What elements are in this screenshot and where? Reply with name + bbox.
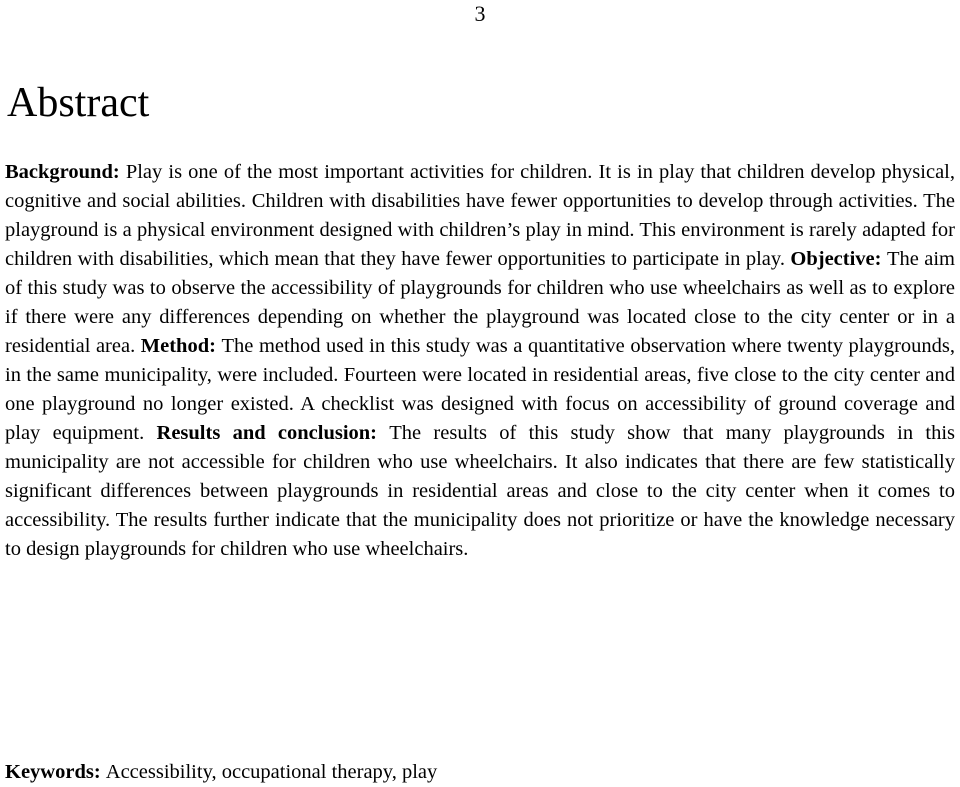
keywords (5, 758, 955, 787)
results-text: The results of this study show that many playgrounds in this municipality are not accessible for children who use wheelchairs. It also indicates that there are few statistically significant differences between playgrounds in residential areas and close to the city center when it comes to accessibility. The results further indicate that the municipality does not prioritize or have the knowledge necessary to design playgrounds for children who use wheelchairs. (5, 422, 956, 560)
page-title: Abstract (7, 80, 150, 126)
method-text: The method used in this study was a quantitative observation where twenty playgrounds, in the same municipality, were included. Fourteen were located in residential areas, five close to the city center and one playground no longer existed. A checklist was designed with focus on accessibility of ground coverage and play equipment. (5, 335, 956, 444)
background-text: Play is one of the most important activities for children. It is in play that children develop physical, cognitive and social abilities. Children with disabilities have fewer opportunities to develop through activities. The playground is a physical environment designed with children’s play in mind. This environment is rarely adapted for children with disabilities, which mean that they have fewer opportunities to participate in play. (5, 161, 956, 270)
objective-label: Objective: (790, 248, 882, 270)
page-number: 3 (474, 1, 486, 26)
method-label: Method: (140, 335, 216, 357)
abstract-body (5, 158, 955, 564)
keywords-label: Keywords: (5, 761, 101, 783)
objective-text: The aim of this study was to observe the accessibility of playgrounds for children who use wheelchairs as well as to explore if there were any differences depending on whether the playground was located close to the city center or in a residential area. (5, 248, 955, 357)
background-label: Background: (5, 161, 120, 183)
keywords-text: Accessibility, occupational therapy, play (105, 761, 438, 783)
abstract-paragraph (5, 158, 955, 564)
results-label: Results and conclusion: (156, 422, 377, 444)
